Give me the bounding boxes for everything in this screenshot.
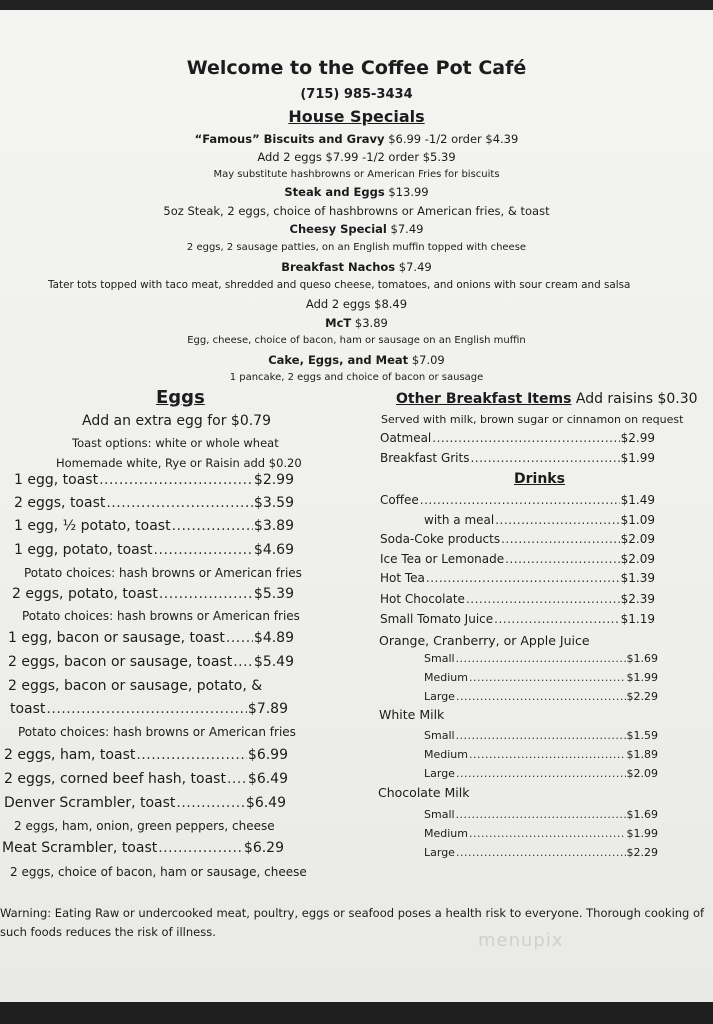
size-name: Small: [424, 808, 455, 821]
special-biscuits-addon: Add 2 eggs $7.99 -1/2 order $5.39: [257, 150, 456, 164]
drink-item: [380, 532, 655, 546]
white-milk-size: [424, 748, 658, 761]
eggs-item: [10, 701, 288, 717]
leader-dots: [469, 827, 626, 840]
chocolate-milk-size: [424, 808, 658, 821]
leader-dots: [470, 451, 619, 465]
special-steak-price: $13.99: [388, 185, 429, 199]
other-items-raisins: Add raisins $0.30: [575, 391, 698, 407]
juice-size: [424, 690, 658, 703]
special-cake-price: $7.09: [411, 353, 445, 367]
special-mct-name: McT: [325, 316, 352, 330]
leader-dots: [154, 542, 253, 558]
white-milk-heading: White Milk: [379, 707, 445, 722]
size-price: $1.69: [626, 652, 658, 665]
leader-dots: [456, 808, 626, 821]
leader-dots: [420, 493, 620, 507]
drink-item: [380, 552, 655, 566]
leader-dots: [466, 592, 620, 606]
eggs-item: [14, 542, 294, 558]
drink-name: Coffee: [380, 493, 419, 507]
drink-price: $2.09: [620, 532, 655, 546]
other-item: [380, 431, 655, 445]
special-mct: [0, 316, 713, 330]
white-milk-size: [424, 767, 658, 780]
size-name: Medium: [424, 748, 468, 761]
special-cheesy-desc: 2 eggs, 2 sausage patties, on an English muffin topped with cheese: [186, 242, 527, 253]
eggs-potato-choices: Potato choices: hash browns or American fries: [22, 609, 300, 623]
leader-dots: [469, 748, 626, 761]
leader-dots: [456, 767, 626, 780]
menu-page: [0, 10, 713, 1002]
size-price: $1.89: [626, 748, 658, 761]
drink-item: [380, 493, 655, 507]
other-item-name: Breakfast Grits: [380, 451, 470, 465]
leader-dots: [46, 701, 246, 717]
leader-dots: [227, 771, 247, 787]
juice-heading: Orange, Cranberry, or Apple Juice: [379, 633, 590, 648]
other-items-note: Served with milk, brown sugar or cinnamon on request: [381, 413, 684, 426]
drink-item: [380, 612, 655, 626]
drink-item: [380, 592, 655, 606]
eggs-item-name: Meat Scrambler, toast: [2, 840, 158, 856]
size-price: $1.69: [626, 808, 658, 821]
white-milk-size: [424, 729, 658, 742]
other-items-header: [396, 391, 698, 407]
chocolate-milk-size: [424, 846, 658, 859]
size-price: $1.99: [626, 827, 658, 840]
special-nachos-name: Breakfast Nachos: [281, 260, 396, 274]
eggs-item-price: $3.89: [253, 518, 294, 534]
house-specials-heading: House Specials: [288, 107, 425, 126]
drink-price: $1.19: [620, 612, 655, 626]
special-cheesy-name: Cheesy Special: [289, 222, 387, 236]
size-name: Small: [424, 729, 455, 742]
eggs-item: [4, 747, 288, 763]
phone-number: (715) 985-3434: [300, 87, 413, 102]
leader-dots: [176, 795, 245, 811]
eggs-potato-choices: Potato choices: hash browns or American fries: [18, 725, 296, 739]
drinks-heading: Drinks: [514, 471, 565, 487]
other-item-price: $1.99: [620, 451, 655, 465]
eggs-item-name: toast: [10, 701, 46, 717]
leader-dots: [456, 690, 626, 703]
eggs-homemade: Homemade white, Rye or Raisin add $0.20: [56, 456, 302, 470]
eggs-item-name: 1 egg, ½ potato, toast: [14, 518, 171, 534]
size-name: Large: [424, 690, 455, 703]
eggs-item: [4, 795, 286, 811]
eggs-item-price: $6.49: [245, 795, 286, 811]
page-title: Welcome to the Coffee Pot Café: [186, 57, 527, 79]
size-name: Small: [424, 652, 455, 665]
juice-size: [424, 671, 658, 684]
leader-dots: [501, 532, 620, 546]
special-nachos-desc: Tater tots topped with taco meat, shredded and queso cheese, tomatoes, and onions with sour cream and salsa: [48, 279, 631, 291]
eggs-item: [2, 840, 284, 856]
eggs-toast-options: Toast options: white or whole wheat: [72, 436, 279, 450]
eggs-item-price: $2.99: [253, 472, 294, 488]
leader-dots: [226, 630, 253, 646]
eggs-bacon-potato-line1: 2 eggs, bacon or sausage, potato, &: [8, 678, 263, 694]
drink-price: $1.09: [620, 513, 655, 527]
leader-dots: [233, 654, 253, 670]
leader-dots: [495, 513, 619, 527]
drink-name: Hot Tea: [380, 571, 425, 585]
special-mct-desc: Egg, cheese, choice of bacon, ham or sausage on an English muffin: [187, 335, 526, 346]
special-biscuits-name: “Famous” Biscuits and Gravy: [194, 132, 385, 146]
size-name: Large: [424, 767, 455, 780]
size-price: $1.59: [626, 729, 658, 742]
drink-name: Hot Chocolate: [380, 592, 465, 606]
drink-price: $1.49: [620, 493, 655, 507]
eggs-meat-desc: 2 eggs, choice of bacon, ham or sausage, cheese: [10, 865, 307, 879]
chocolate-milk-heading: Chocolate Milk: [378, 785, 470, 800]
eggs-item-name: 1 egg, toast: [14, 472, 99, 488]
eggs-denver-desc: 2 eggs, ham, onion, green peppers, cheese: [14, 819, 275, 833]
other-item: [380, 451, 655, 465]
leader-dots: [426, 571, 620, 585]
leader-dots: [494, 612, 620, 626]
drink-name: Small Tomato Juice: [380, 612, 494, 626]
special-steak: [0, 185, 713, 199]
eggs-item: [8, 654, 294, 670]
eggs-item-price: $3.59: [253, 495, 294, 511]
special-cake-desc: 1 pancake, 2 eggs and choice of bacon or sausage: [229, 372, 484, 383]
eggs-item-price: $6.29: [243, 840, 284, 856]
photo-border-top: [0, 0, 713, 10]
eggs-item: [14, 495, 294, 511]
drink-price: $2.09: [620, 552, 655, 566]
drink-name: Ice Tea or Lemonade: [380, 552, 505, 566]
special-nachos-price: $7.49: [398, 260, 432, 274]
eggs-item: [14, 472, 294, 488]
special-cake-name: Cake, Eggs, and Meat: [268, 353, 409, 367]
special-steak-name: Steak and Eggs: [284, 185, 385, 199]
leader-dots: [106, 495, 253, 511]
eggs-item-price: $6.49: [247, 771, 288, 787]
eggs-item-name: 2 eggs, corned beef hash, toast: [4, 771, 226, 787]
leader-dots: [99, 472, 253, 488]
special-cheesy: [0, 222, 713, 236]
eggs-item-price: $7.89: [247, 701, 288, 717]
eggs-item-name: 1 egg, potato, toast: [14, 542, 153, 558]
special-biscuits-price: $6.99 -1/2 order $4.39: [388, 132, 519, 146]
eggs-potato-choices: Potato choices: hash browns or American fries: [24, 566, 302, 580]
leader-dots: [159, 586, 253, 602]
eggs-item: [8, 630, 294, 646]
size-name: Large: [424, 846, 455, 859]
drink-item: [424, 513, 655, 527]
eggs-item-price: $5.39: [253, 586, 294, 602]
special-biscuits: [0, 132, 713, 146]
size-name: Medium: [424, 827, 468, 840]
leader-dots: [469, 671, 626, 684]
other-item-price: $2.99: [620, 431, 655, 445]
eggs-item-price: $4.89: [253, 630, 294, 646]
juice-size: [424, 652, 658, 665]
other-items-heading: Other Breakfast Items: [396, 391, 572, 407]
eggs-item: [14, 518, 294, 534]
watermark: menupix: [478, 930, 564, 951]
drink-price: $1.39: [620, 571, 655, 585]
leader-dots: [456, 729, 626, 742]
health-warning: Warning: Eating Raw or undercooked meat, poultry, eggs or seafood poses a health risk to everyone. Thorough cooking of such foods reduces the risk of illness.: [0, 906, 705, 939]
drink-name: with a meal: [424, 513, 495, 527]
photo-border-bottom: [0, 1002, 713, 1024]
other-item-name: Oatmeal: [380, 431, 432, 445]
eggs-item-name: 2 eggs, bacon or sausage, toast: [8, 654, 233, 670]
special-mct-price: $3.89: [354, 316, 388, 330]
eggs-item-name: Denver Scrambler, toast: [4, 795, 176, 811]
special-nachos-addon: Add 2 eggs $8.49: [305, 297, 408, 311]
size-price: $1.99: [626, 671, 658, 684]
drink-item: [380, 571, 655, 585]
special-cake: [0, 353, 713, 367]
eggs-item-price: $5.49: [253, 654, 294, 670]
eggs-item-price: $6.99: [247, 747, 288, 763]
size-price: $2.09: [626, 767, 658, 780]
eggs-item: [4, 771, 288, 787]
eggs-item-name: 2 eggs, ham, toast: [4, 747, 136, 763]
special-cheesy-price: $7.49: [390, 222, 424, 236]
drink-price: $2.39: [620, 592, 655, 606]
chocolate-milk-size: [424, 827, 658, 840]
eggs-heading: Eggs: [156, 387, 205, 408]
size-price: $2.29: [626, 690, 658, 703]
leader-dots: [432, 431, 619, 445]
leader-dots: [172, 518, 253, 534]
eggs-item-name: 1 egg, bacon or sausage, toast: [8, 630, 225, 646]
special-nachos: [0, 260, 713, 274]
eggs-item: [12, 586, 294, 602]
special-steak-desc: 5oz Steak, 2 eggs, choice of hashbrowns or American fries, & toast: [163, 204, 550, 218]
size-price: $2.29: [626, 846, 658, 859]
eggs-item-name: 2 eggs, potato, toast: [12, 586, 158, 602]
leader-dots: [136, 747, 247, 763]
drink-name: Soda-Coke products: [380, 532, 501, 546]
leader-dots: [456, 846, 626, 859]
eggs-item-name: 2 eggs, toast: [14, 495, 106, 511]
eggs-extra-egg: Add an extra egg for $0.79: [82, 413, 271, 429]
leader-dots: [158, 840, 243, 856]
special-biscuits-note: May substitute hashbrowns or American Fries for biscuits: [213, 169, 500, 180]
leader-dots: [505, 552, 620, 566]
eggs-item-price: $4.69: [253, 542, 294, 558]
size-name: Medium: [424, 671, 468, 684]
leader-dots: [456, 652, 626, 665]
